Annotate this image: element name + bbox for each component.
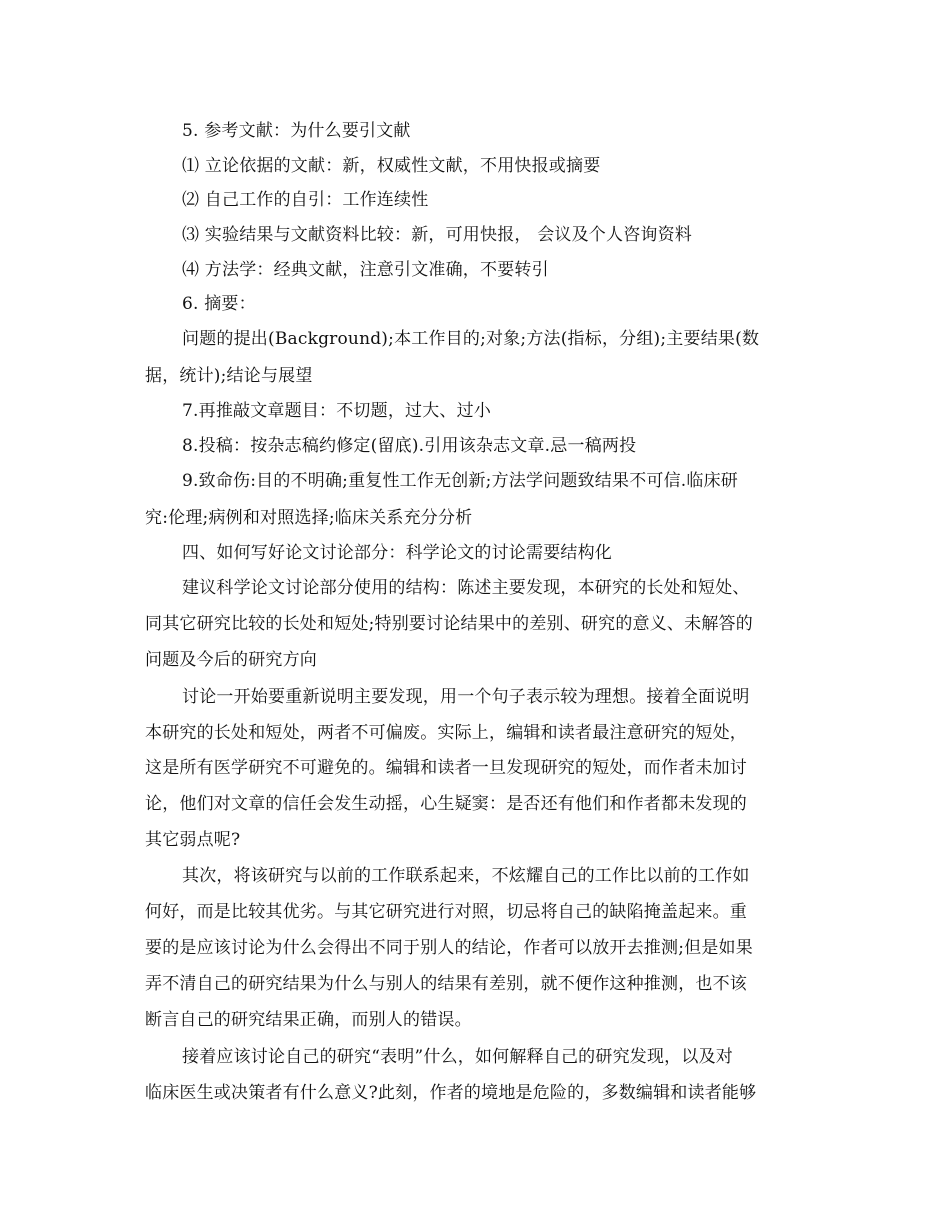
paragraph-line: 论，他们对文章的信任会发生动摇，心生疑窦：是否还有他们和作者都未发现的 — [145, 794, 747, 814]
paragraph-line: 问题的提出(Background);本工作目的;对象;方法(指标，分组);主要结果(数 — [182, 329, 760, 349]
paragraph-line: 问题及今后的研究方向 — [145, 650, 317, 670]
list-item: ⑵ 自己工作的自引：工作连续性 — [182, 190, 429, 210]
paragraph-line: 据，统计);结论与展望 — [145, 366, 313, 386]
list-item: 9.致命伤:目的不明确;重复性工作无创新;方法学问题致结果不可信.临床研 — [182, 471, 739, 491]
list-item: 7.再推敲文章题目：不切题，过大、过小 — [182, 401, 492, 421]
paragraph-line: 接着应该讨论自己的研究“表明”什么，如何解释自己的研究发现，以及对 — [182, 1047, 733, 1067]
paragraph-line: 要的是应该讨论为什么会得出不同于别人的结论，作者可以放开去推测;但是如果 — [145, 938, 753, 958]
list-item: ⑷ 方法学：经典文献，注意引文准确，不要转引 — [182, 260, 549, 280]
paragraph-line: 何好，而是比较其优劣。与其它研究进行对照，切忌将自己的缺陷掩盖起来。重 — [145, 902, 747, 922]
paragraph-line: 建议科学论文讨论部分使用的结构：陈述主要发现，本研究的长处和短处、 — [182, 578, 750, 598]
paragraph-line: 临床医生或决策者有什么意义?此刻，作者的境地是危险的，多数编辑和读者能够 — [145, 1083, 757, 1103]
paragraph-line: 这是所有医学研究不可避免的。编辑和读者一旦发现研究的短处，而作者未加讨 — [145, 758, 747, 778]
list-item: ⑴ 立论依据的文献：新，权威性文献，不用快报或摘要 — [182, 156, 601, 176]
paragraph-line: 讨论一开始要重新说明主要发现，用一个句子表示较为理想。接着全面说明 — [182, 687, 750, 707]
section-heading: 四、如何写好论文讨论部分：科学论文的讨论需要结构化 — [182, 543, 612, 563]
paragraph-line: 其次，将该研究与以前的工作联系起来，不炫耀自己的工作比以前的工作如 — [182, 866, 750, 886]
heading-abstract: 6. 摘要： — [182, 294, 256, 314]
paragraph-line: 弄不清自己的研究结果为什么与别人的结果有差别，就不便作这种推测，也不该 — [145, 974, 747, 994]
heading-references: 5. 参考文献：为什么要引文献 — [182, 121, 411, 141]
list-item: ⑶ 实验结果与文献资料比较：新，可用快报， 会议及个人咨询资料 — [182, 225, 693, 245]
paragraph-line: 同其它研究比较的长处和短处;特别要讨论结果中的差别、研究的意义、未解答的 — [145, 614, 753, 634]
list-item: 8.投稿：按杂志稿约修定(留底).引用该杂志文章.忌一稿两投 — [182, 436, 637, 456]
paragraph-line: 其它弱点呢? — [145, 830, 241, 850]
paragraph-line: 究:伦理;病例和对照选择;临床关系充分分析 — [145, 508, 473, 528]
paragraph-line: 本研究的长处和短处，两者不可偏废。实际上，编辑和读者最注意研究的短处， — [145, 723, 747, 743]
paragraph-line: 断言自己的研究结果正确，而别人的错误。 — [145, 1010, 472, 1030]
